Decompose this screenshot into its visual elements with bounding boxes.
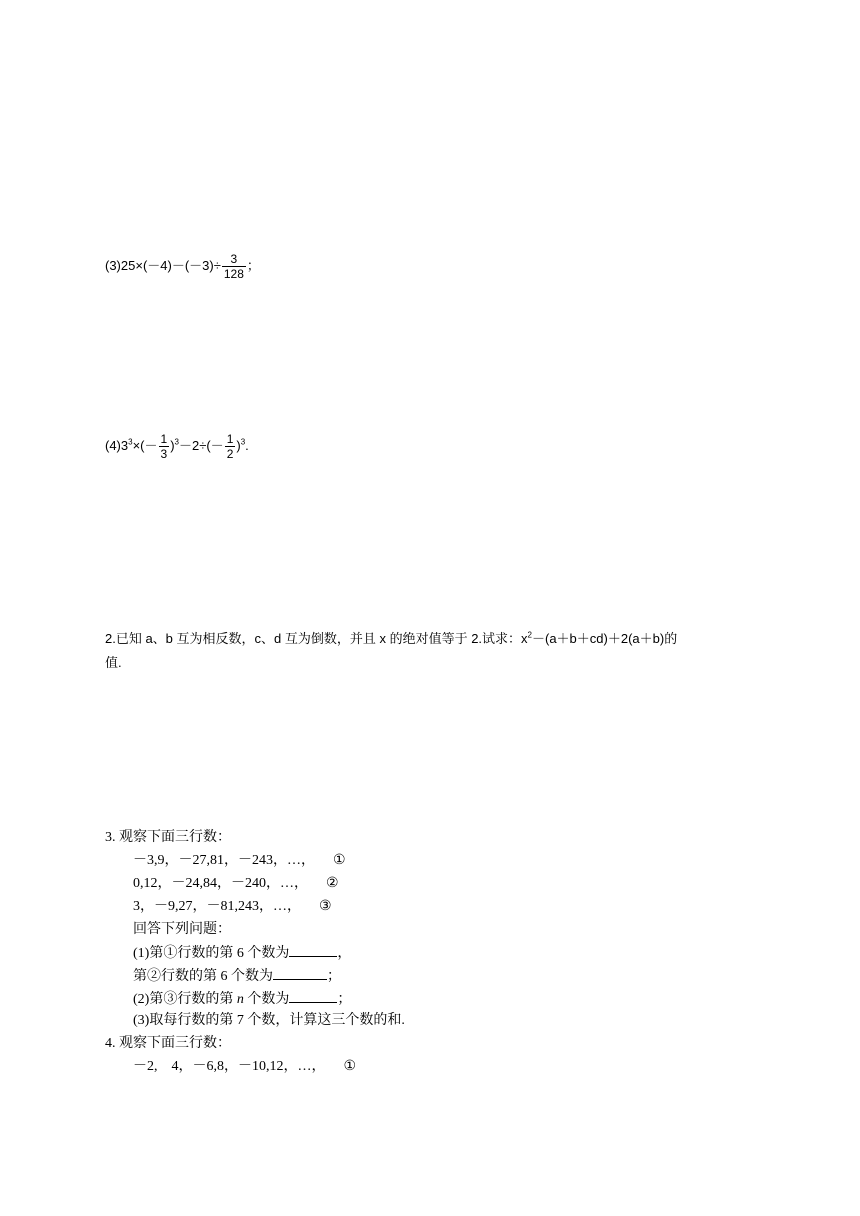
answer-blank[interactable]: [289, 990, 337, 1003]
expr-text: ×(－: [132, 437, 158, 453]
expr-text: －2÷(－: [178, 437, 224, 453]
problem-3-title: 3. 观察下面三行数：: [105, 830, 231, 845]
fraction: [222, 252, 246, 281]
problem-1-3: [105, 252, 260, 281]
sequence-row: －2, 4，－6,8，－10,12，…，: [133, 1059, 326, 1074]
problem-2-text: 2.已知 a、b 互为相反数，c、d 互为倒数，并且 x 的绝对值等于 2.试求：x: [105, 631, 528, 646]
problem-4-title: 4. 观察下面三行数：: [105, 1036, 231, 1051]
exponent: 3: [240, 437, 246, 447]
fraction: [159, 432, 170, 461]
problem-2-line-2: 值.: [105, 655, 122, 670]
expr-text: (4)3: [105, 437, 129, 453]
question-text: (1)第①行数的第 6 个数为: [133, 946, 290, 961]
question-text: 个数为: [243, 992, 290, 1007]
problem-1-3-prefix: (3)25×(－4)－(－3)÷: [105, 257, 221, 273]
problem-3-row-1: [133, 853, 346, 869]
problem-1-4: [105, 432, 249, 461]
expr-text: .: [245, 437, 249, 453]
sequence-row: 3，－9,27，－81,243，…，: [133, 899, 301, 914]
fraction-numerator: 1: [160, 432, 168, 446]
answer-blank[interactable]: [289, 944, 337, 957]
variable-n: n: [236, 992, 244, 1007]
question-1b: [133, 967, 341, 985]
question-1a: [133, 944, 351, 962]
exponent: 3: [128, 437, 133, 447]
sequence-row: －3,9，－27,81，－243，…，: [133, 853, 315, 868]
fraction-numerator: 3: [222, 252, 246, 267]
question-3: (3)取每行数的第 7 个数，计算这三个数的和.: [133, 1013, 405, 1028]
sequence-row: 0,12，－24,84，－240，…，: [133, 876, 308, 891]
problem-1-3-suffix: ；: [246, 257, 260, 273]
fraction-denominator: 3: [160, 447, 168, 461]
problem-4-row-1: [133, 1059, 356, 1075]
question-text: 第②行数的第 6 个数为: [133, 969, 273, 984]
fraction-numerator: 1: [226, 432, 234, 446]
exponent: 3: [174, 437, 179, 447]
expr-text: ): [170, 437, 175, 453]
row-marker: ①: [343, 1059, 357, 1074]
question-text: ；: [327, 969, 341, 984]
answer-blank[interactable]: [273, 967, 327, 980]
question-2: [133, 990, 351, 1008]
answer-prompt: 回答下列问题：: [133, 922, 231, 937]
fraction-denominator: 2: [226, 447, 234, 461]
question-text: ；: [337, 992, 352, 1007]
row-marker: ②: [326, 876, 339, 891]
row-marker: ①: [333, 853, 346, 868]
question-text: ，: [337, 946, 352, 961]
problem-3-row-2: [133, 876, 339, 892]
fraction-denominator: 128: [223, 267, 244, 281]
question-text: (2)第③行数的第: [133, 992, 237, 1007]
expr-text: ): [236, 437, 241, 453]
exponent: 2: [527, 630, 532, 640]
problem-2-line-1: [105, 631, 677, 647]
problem-3-row-3: [133, 899, 332, 915]
row-marker: ③: [319, 899, 332, 914]
problem-2-text: －(a＋b＋cd)＋2(a＋b)的: [532, 631, 678, 646]
fraction: [225, 432, 236, 461]
